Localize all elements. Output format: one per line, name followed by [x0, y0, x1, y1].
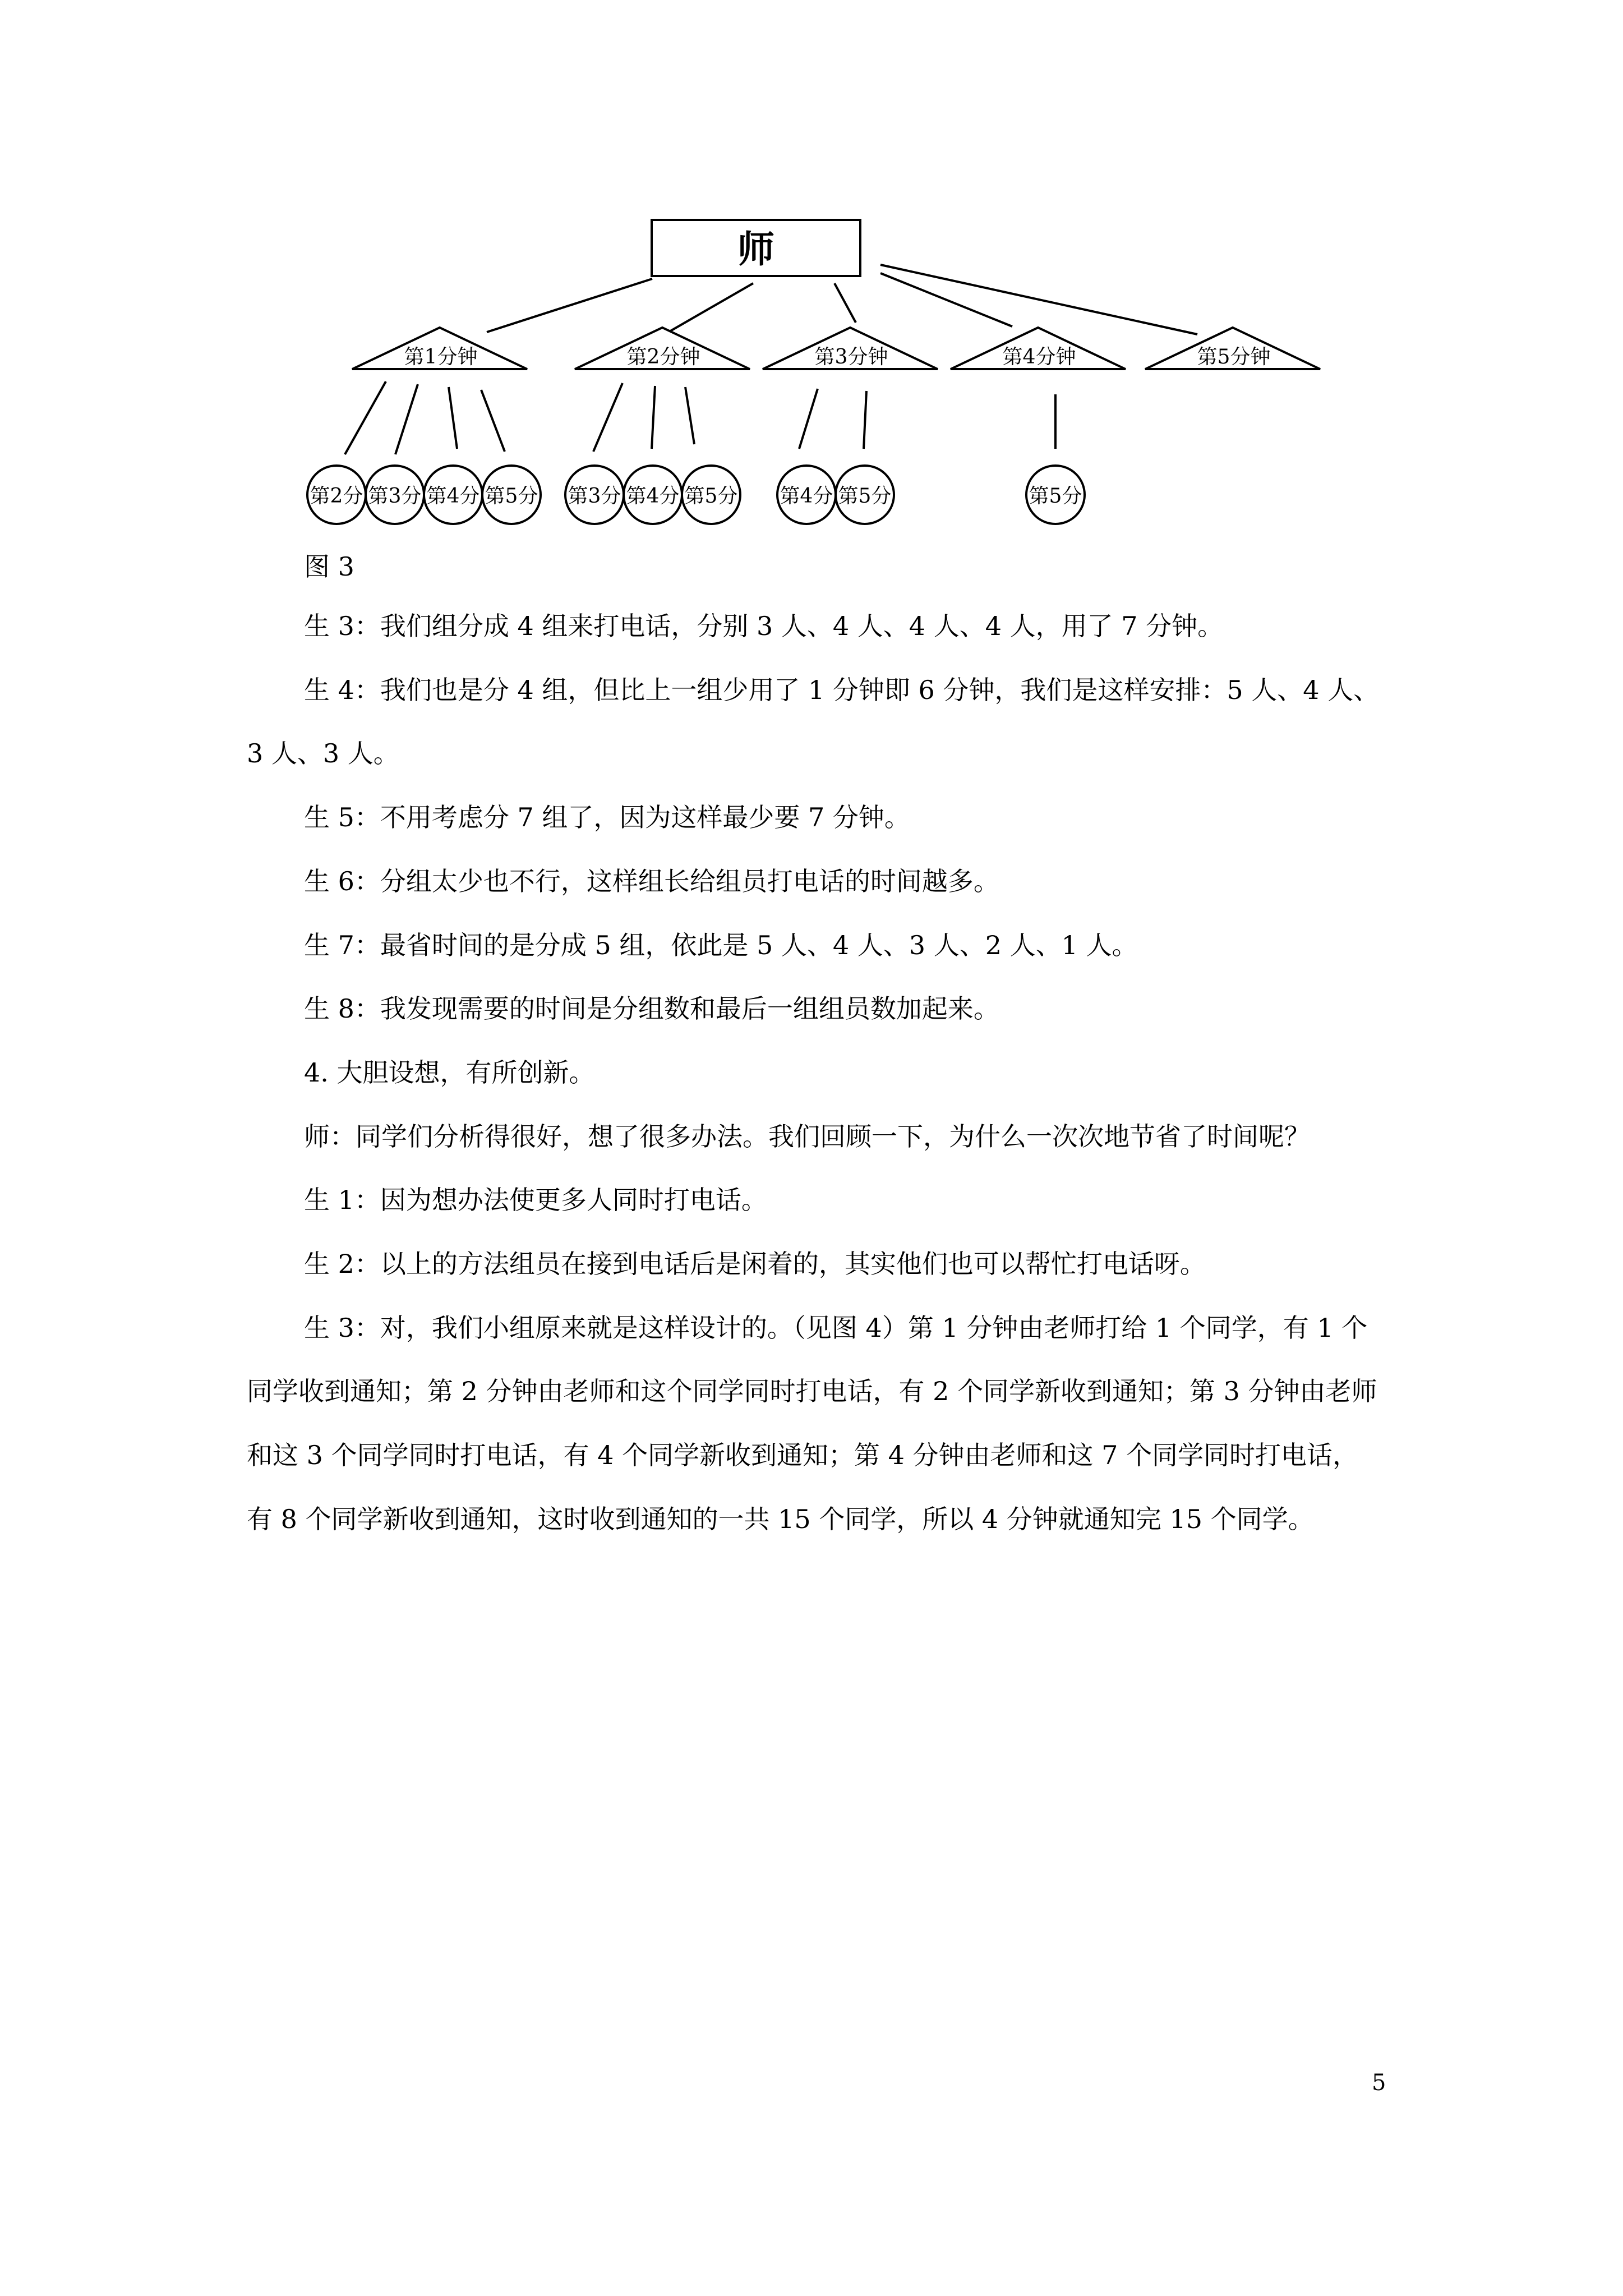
phone-tree-diagram — [0, 0, 1623, 539]
child-label: 第5分 — [684, 485, 738, 508]
child-label: 第5分 — [485, 485, 538, 508]
minute-5-label: 第5分钟 — [1197, 346, 1271, 369]
minute-2-label: 第2分钟 — [626, 346, 700, 369]
page-number: 5 — [1372, 2070, 1386, 2096]
child-label: 第4分 — [780, 485, 833, 508]
paragraph: 生 3：对，我们小组原来就是这样设计的。（见图 4）第 1 分钟由老师打给 1 个同学，有 1 个同学收到通知；第 2 分钟由老师和这个同学同时打电话，有 2 个同学新收到通知；第 3 分钟由老师和这 3 个同学同时打电话，有 4 个同学新收到通知；第 4 分钟由老师和这 7 个同学同时打电话，有 8 个同学新收到通知，这时收到通知的一共 15 个同学，所以 4 分钟就通知完 15 个同学。 — [247, 1312, 1377, 1534]
child-label: 第2分 — [310, 485, 363, 508]
root-label: 师 — [737, 227, 774, 271]
paragraph: 生 2：以上的方法组员在接到电话后是闲着的，其实他们也可以帮忙打电话呀。 — [304, 1249, 1206, 1280]
minute-3-label: 第3分钟 — [814, 346, 888, 369]
child-label: 第5分 — [838, 485, 892, 508]
child-label: 第5分 — [1029, 485, 1082, 508]
paragraph: 生 6：分组太少也不行，这样组长给组员打电话的时间越多。 — [304, 866, 999, 896]
paragraph: 生 4：我们也是分 4 组，但比上一组少用了 1 分钟即 6 分钟，我们是这样安排：5 人、4 人、3 人、3 人。 — [247, 674, 1380, 769]
paragraph: 师：同学们分析得很好，想了很多办法。我们回顾一下，为什么一次次地节省了时间呢？ — [304, 1121, 1310, 1152]
paragraph: 生 5：不用考虑分 7 组了，因为这样最少要 7 分钟。 — [304, 802, 910, 833]
section-heading: 4. 大胆设想，有所创新。 — [304, 1057, 595, 1088]
child-label: 第3分 — [368, 485, 422, 508]
figure-caption: 图 3 — [304, 551, 354, 582]
paragraph: 生 3：我们组分成 4 组来打电话，分别 3 人、4 人、4 人、4 人，用了 7 分钟。 — [304, 611, 1224, 641]
paragraph: 生 1：因为想办法使更多人同时打电话。 — [304, 1185, 767, 1216]
paragraph: 生 7：最省时间的是分成 5 组，依此是 5 人、4 人、3 人、2 人、1 人。 — [304, 930, 1138, 960]
minute-1-label: 第1分钟 — [404, 346, 478, 369]
child-label: 第4分 — [626, 485, 680, 508]
body-text — [247, 595, 1380, 1552]
minute-4-label: 第4分钟 — [1002, 346, 1076, 369]
child-label: 第4分 — [426, 485, 480, 508]
paragraph: 生 8：我发现需要的时间是分组数和最后一组组员数加起来。 — [304, 993, 999, 1024]
child-label: 第3分 — [568, 485, 621, 508]
